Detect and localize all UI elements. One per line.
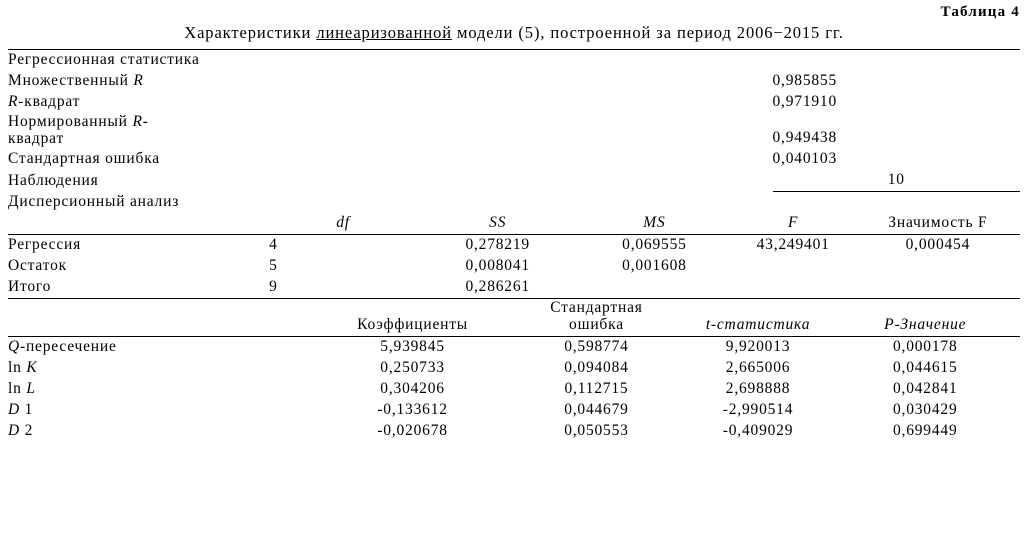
anova-row-df: 4 <box>269 235 417 257</box>
label-symbol: R <box>8 93 19 110</box>
coef-row-symbol: Q <box>8 337 20 355</box>
coef-row-coefficient: -0,020678 <box>377 421 448 439</box>
label-symbol: R <box>133 72 144 89</box>
coef-header-t-statistic <box>686 299 831 336</box>
anova-table <box>8 192 1020 299</box>
stat-value-adjusted-r-squared: 0,949438 <box>772 129 838 147</box>
table-row <box>8 92 1020 113</box>
anova-row-name: Итого <box>8 277 269 299</box>
coef-header-p-value-label: P-Значение <box>884 316 967 334</box>
anova-header-ms: MS <box>643 214 666 232</box>
coef-row-p-value: 0,044615 <box>892 358 958 376</box>
table-row <box>8 421 1020 442</box>
coef-row-name <box>8 379 318 400</box>
coef-row-standard-error: 0,050553 <box>564 421 629 439</box>
coef-header-t-statistic-label: t-статистика <box>705 316 811 334</box>
coef-row-name-tail: 1 <box>20 400 34 418</box>
coef-row-coefficient: 5,939845 <box>318 336 507 358</box>
stat-label-standard-error: Стандартная ошибка <box>8 150 160 168</box>
label-text: Множественный <box>8 72 134 89</box>
coef-header-se-line1: Стандартная <box>550 299 643 317</box>
coef-row-p-value: 0,699449 <box>892 421 958 439</box>
stat-value-standard-error: 0,040103 <box>772 150 838 168</box>
anova-row-ms: 0,001608 <box>622 257 687 275</box>
coefficients-header-row <box>8 299 1020 336</box>
coef-header-coefficients-label: Коэффициенты <box>357 316 469 334</box>
regression-statistics-table <box>8 49 1020 192</box>
table-row <box>8 358 1020 379</box>
coef-row-t-statistic: -2,990514 <box>722 400 794 418</box>
anova-header-f: F <box>787 214 799 232</box>
anova-row-ss: 0,008041 <box>465 257 530 275</box>
anova-title: Дисперсионный анализ <box>8 193 180 211</box>
anova-header-df: df <box>336 214 350 232</box>
coef-row-t-statistic: 2,665006 <box>725 358 791 376</box>
table-row <box>8 149 1020 170</box>
coef-row-t-statistic: 2,698888 <box>725 379 791 397</box>
caption-suffix: модели (5), построенной за период 2006−2015 гг. <box>451 23 844 42</box>
table-row <box>8 71 1020 92</box>
table-row <box>8 170 1020 192</box>
anova-row-f <box>730 277 855 299</box>
table-row <box>8 113 1020 149</box>
coef-header-coefficients <box>318 299 507 336</box>
coef-row-coefficient: -0,133612 <box>377 400 448 418</box>
anova-row-significance <box>856 277 1020 299</box>
table-row <box>8 379 1020 400</box>
coef-header-standard-error <box>507 299 685 336</box>
coef-row-name <box>8 421 318 442</box>
coef-row-name <box>8 400 318 421</box>
anova-row-name: Регрессия <box>8 235 269 257</box>
coef-row-prefix: ln <box>8 358 27 376</box>
anova-header-empty <box>8 213 269 235</box>
anova-row-f: 43,249401 <box>730 235 855 257</box>
coef-row-p-value: 0,000178 <box>830 336 1020 358</box>
stat-value-r-squared: 0,971910 <box>772 93 838 110</box>
coef-row-coefficient: 0,304206 <box>380 379 445 397</box>
coef-row-name-tail: -пересечение <box>20 337 117 355</box>
coef-row-p-value: 0,030429 <box>892 400 958 418</box>
coef-row-standard-error: 0,598774 <box>507 336 685 358</box>
section-header-row <box>8 50 1020 72</box>
anova-row-ms <box>578 277 730 299</box>
coef-row-standard-error: 0,094084 <box>564 358 629 376</box>
table-row <box>8 256 1020 277</box>
anova-row-ms: 0,069555 <box>578 235 730 257</box>
anova-row-ss: 0,286261 <box>417 277 578 299</box>
anova-row-ss: 0,278219 <box>417 235 578 257</box>
stat-label-multiple-r <box>8 71 773 92</box>
coef-header-empty <box>8 299 318 336</box>
anova-row-name: Остаток <box>8 257 67 275</box>
anova-row-f <box>730 256 855 277</box>
coef-row-symbol: D <box>8 400 20 418</box>
anova-header-significance-f-label: Значимость F <box>888 214 988 232</box>
table-row <box>8 277 1020 299</box>
section-header-row <box>8 192 1020 213</box>
coef-row-symbol: D <box>8 421 20 439</box>
coef-header-se-line2: ошибка <box>569 316 624 334</box>
coef-row-p-value: 0,042841 <box>892 379 958 397</box>
coef-row-prefix: ln <box>8 379 27 397</box>
coef-row-symbol: L <box>26 379 36 397</box>
anova-header-ss: SS <box>489 214 507 232</box>
stat-label-adjusted-r-squared <box>8 113 773 149</box>
coef-row-coefficient: 0,250733 <box>380 358 445 376</box>
anova-row-df: 9 <box>269 277 417 299</box>
table-row <box>8 336 1020 358</box>
coef-row-name <box>8 358 318 379</box>
anova-header-row <box>8 213 1020 235</box>
table-caption <box>0 21 1028 49</box>
label-text: -квадрат <box>18 93 81 110</box>
coef-row-name-tail: 2 <box>20 421 34 439</box>
regression-statistics-title: Регрессионная статистика <box>8 50 1020 72</box>
stat-value-observations: 10 <box>773 170 1021 192</box>
coefficients-table <box>8 299 1020 441</box>
stat-label-r-squared <box>8 92 773 113</box>
coef-row-name <box>8 336 318 358</box>
caption-prefix: Характеристики <box>184 23 317 42</box>
table-row <box>8 400 1020 421</box>
stat-label-observations: Наблюдения <box>8 171 99 189</box>
table-number: Таблица 4 <box>940 4 1020 20</box>
table-row <box>8 235 1020 257</box>
label-dash: - <box>142 113 149 130</box>
coef-row-t-statistic: 9,920013 <box>686 336 831 358</box>
anova-row-df: 5 <box>269 257 278 275</box>
anova-header-significance-f <box>856 213 1020 235</box>
stat-value-multiple-r: 0,985855 <box>772 72 838 89</box>
label-text: Нормированный <box>8 113 133 130</box>
label-text-line2: квадрат <box>8 129 65 147</box>
label-symbol: R <box>132 113 143 130</box>
coef-row-symbol: K <box>26 358 38 376</box>
coef-row-t-statistic: -0,409029 <box>722 421 794 439</box>
anova-row-significance <box>856 256 1020 277</box>
anova-row-significance: 0,000454 <box>856 235 1020 257</box>
coef-header-p-value <box>830 299 1020 336</box>
coef-row-standard-error: 0,044679 <box>564 400 629 418</box>
coef-row-standard-error: 0,112715 <box>564 379 629 397</box>
caption-underlined: линеаризованной <box>316 23 452 42</box>
